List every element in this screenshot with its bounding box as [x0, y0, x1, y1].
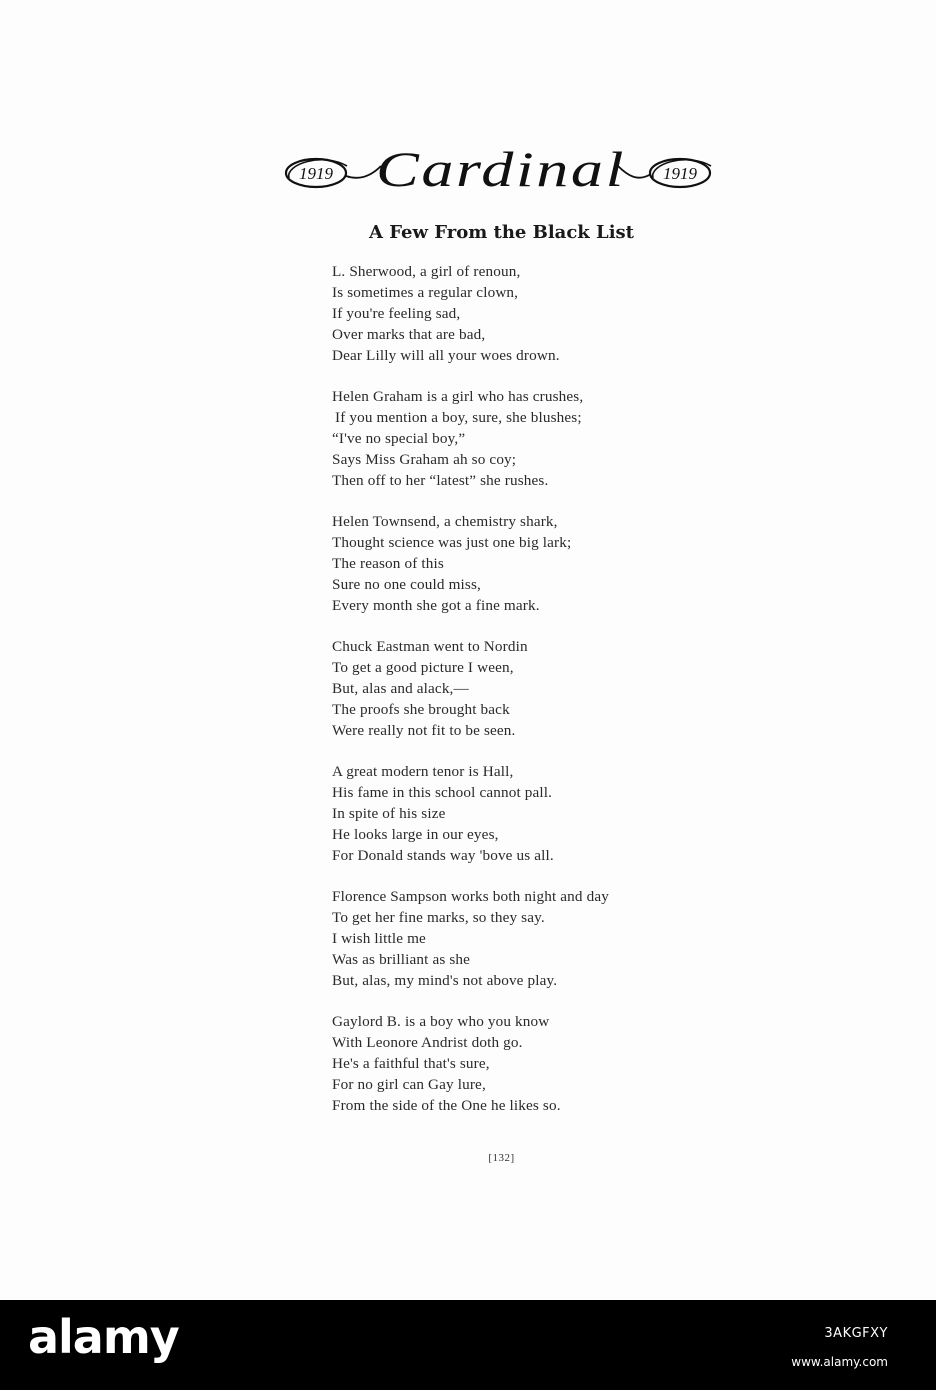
cardinal-masthead-logo [283, 142, 713, 202]
poem-line: If you mention a boy, sure, she blushes; [335, 408, 582, 426]
poem-line: Then off to her “latest” she rushes. [332, 471, 549, 489]
poem-line: Says Miss Graham ah so coy; [332, 450, 517, 468]
poem-line: To get a good picture I ween, [332, 659, 514, 676]
stanza [332, 887, 732, 992]
poem-line: Was as brilliant as she [332, 950, 471, 968]
poem-line: I wish little me [332, 929, 426, 947]
stanza [332, 637, 732, 742]
poem-line: Over marks that are bad, [332, 325, 486, 343]
poem-line: Thought science was just one big lark; [332, 533, 572, 551]
poem-line: From the side of the One he likes so. [332, 1096, 561, 1114]
alamy-logo: alamy [28, 1310, 179, 1364]
poem-line: Helen Townsend, a chemistry shark, [332, 513, 558, 531]
poem-line: For Donald stands way 'bove us all. [332, 846, 554, 864]
poem-line: Helen Graham is a girl who has crushes, [332, 388, 584, 406]
page-number: [132] [488, 1152, 515, 1164]
poem-line: Chuck Eastman went to Nordin [332, 638, 528, 656]
poem-line: L. Sherwood, a girl of renoun, [332, 263, 521, 280]
poem-line: Were really not fit to be seen. [332, 721, 516, 739]
poem-line: Every month she got a fine mark. [332, 596, 540, 614]
poem-line: In spite of his size [332, 804, 446, 822]
masthead-year-right: 1919 [663, 164, 697, 183]
poem-line: Florence Sampson works both night and day [332, 888, 609, 906]
poem-line: The reason of this [332, 554, 444, 572]
poem-line: To get her fine marks, so they say. [332, 909, 545, 927]
poem-line: For no girl can Gay lure, [332, 1075, 486, 1093]
poem-line: Dear Lilly will all your woes drown. [332, 346, 560, 364]
stanza [332, 762, 732, 867]
watermark-footer [0, 1300, 936, 1390]
poem-line: But, alas and alack,— [332, 679, 469, 697]
poem-line: But, alas, my mind's not above play. [332, 971, 558, 989]
poem-line: Sure no one could miss, [332, 575, 481, 593]
stanza [332, 387, 732, 492]
poem-line: He's a faithful that's sure, [332, 1055, 490, 1072]
image-code: 3AKGFXY [824, 1326, 888, 1341]
poem-line: His fame in this school cannot pall. [332, 784, 553, 802]
poem-line: “I've no special boy,” [332, 429, 466, 447]
poem-line: With Leonore Andrist doth go. [332, 1034, 523, 1052]
poem-line: He looks large in our eyes, [332, 825, 499, 843]
poem-body [332, 262, 732, 1137]
stanza [332, 262, 732, 367]
poem-line: Is sometimes a regular clown, [332, 283, 519, 301]
poem-line: A great modern tenor is Hall, [332, 763, 514, 781]
poem-line: The proofs she brought back [332, 700, 510, 718]
stanza [332, 1012, 732, 1117]
footer-url: www.alamy.com [791, 1355, 888, 1369]
poem-line: Gaylord B. is a boy who you know [332, 1013, 550, 1031]
stanza [332, 512, 732, 617]
masthead-year-left: 1919 [299, 164, 333, 183]
poem-line: If you're feeling sad, [332, 304, 461, 322]
poem-title: A Few From the Black List [369, 222, 634, 243]
masthead-name: Cardinal [376, 142, 626, 197]
